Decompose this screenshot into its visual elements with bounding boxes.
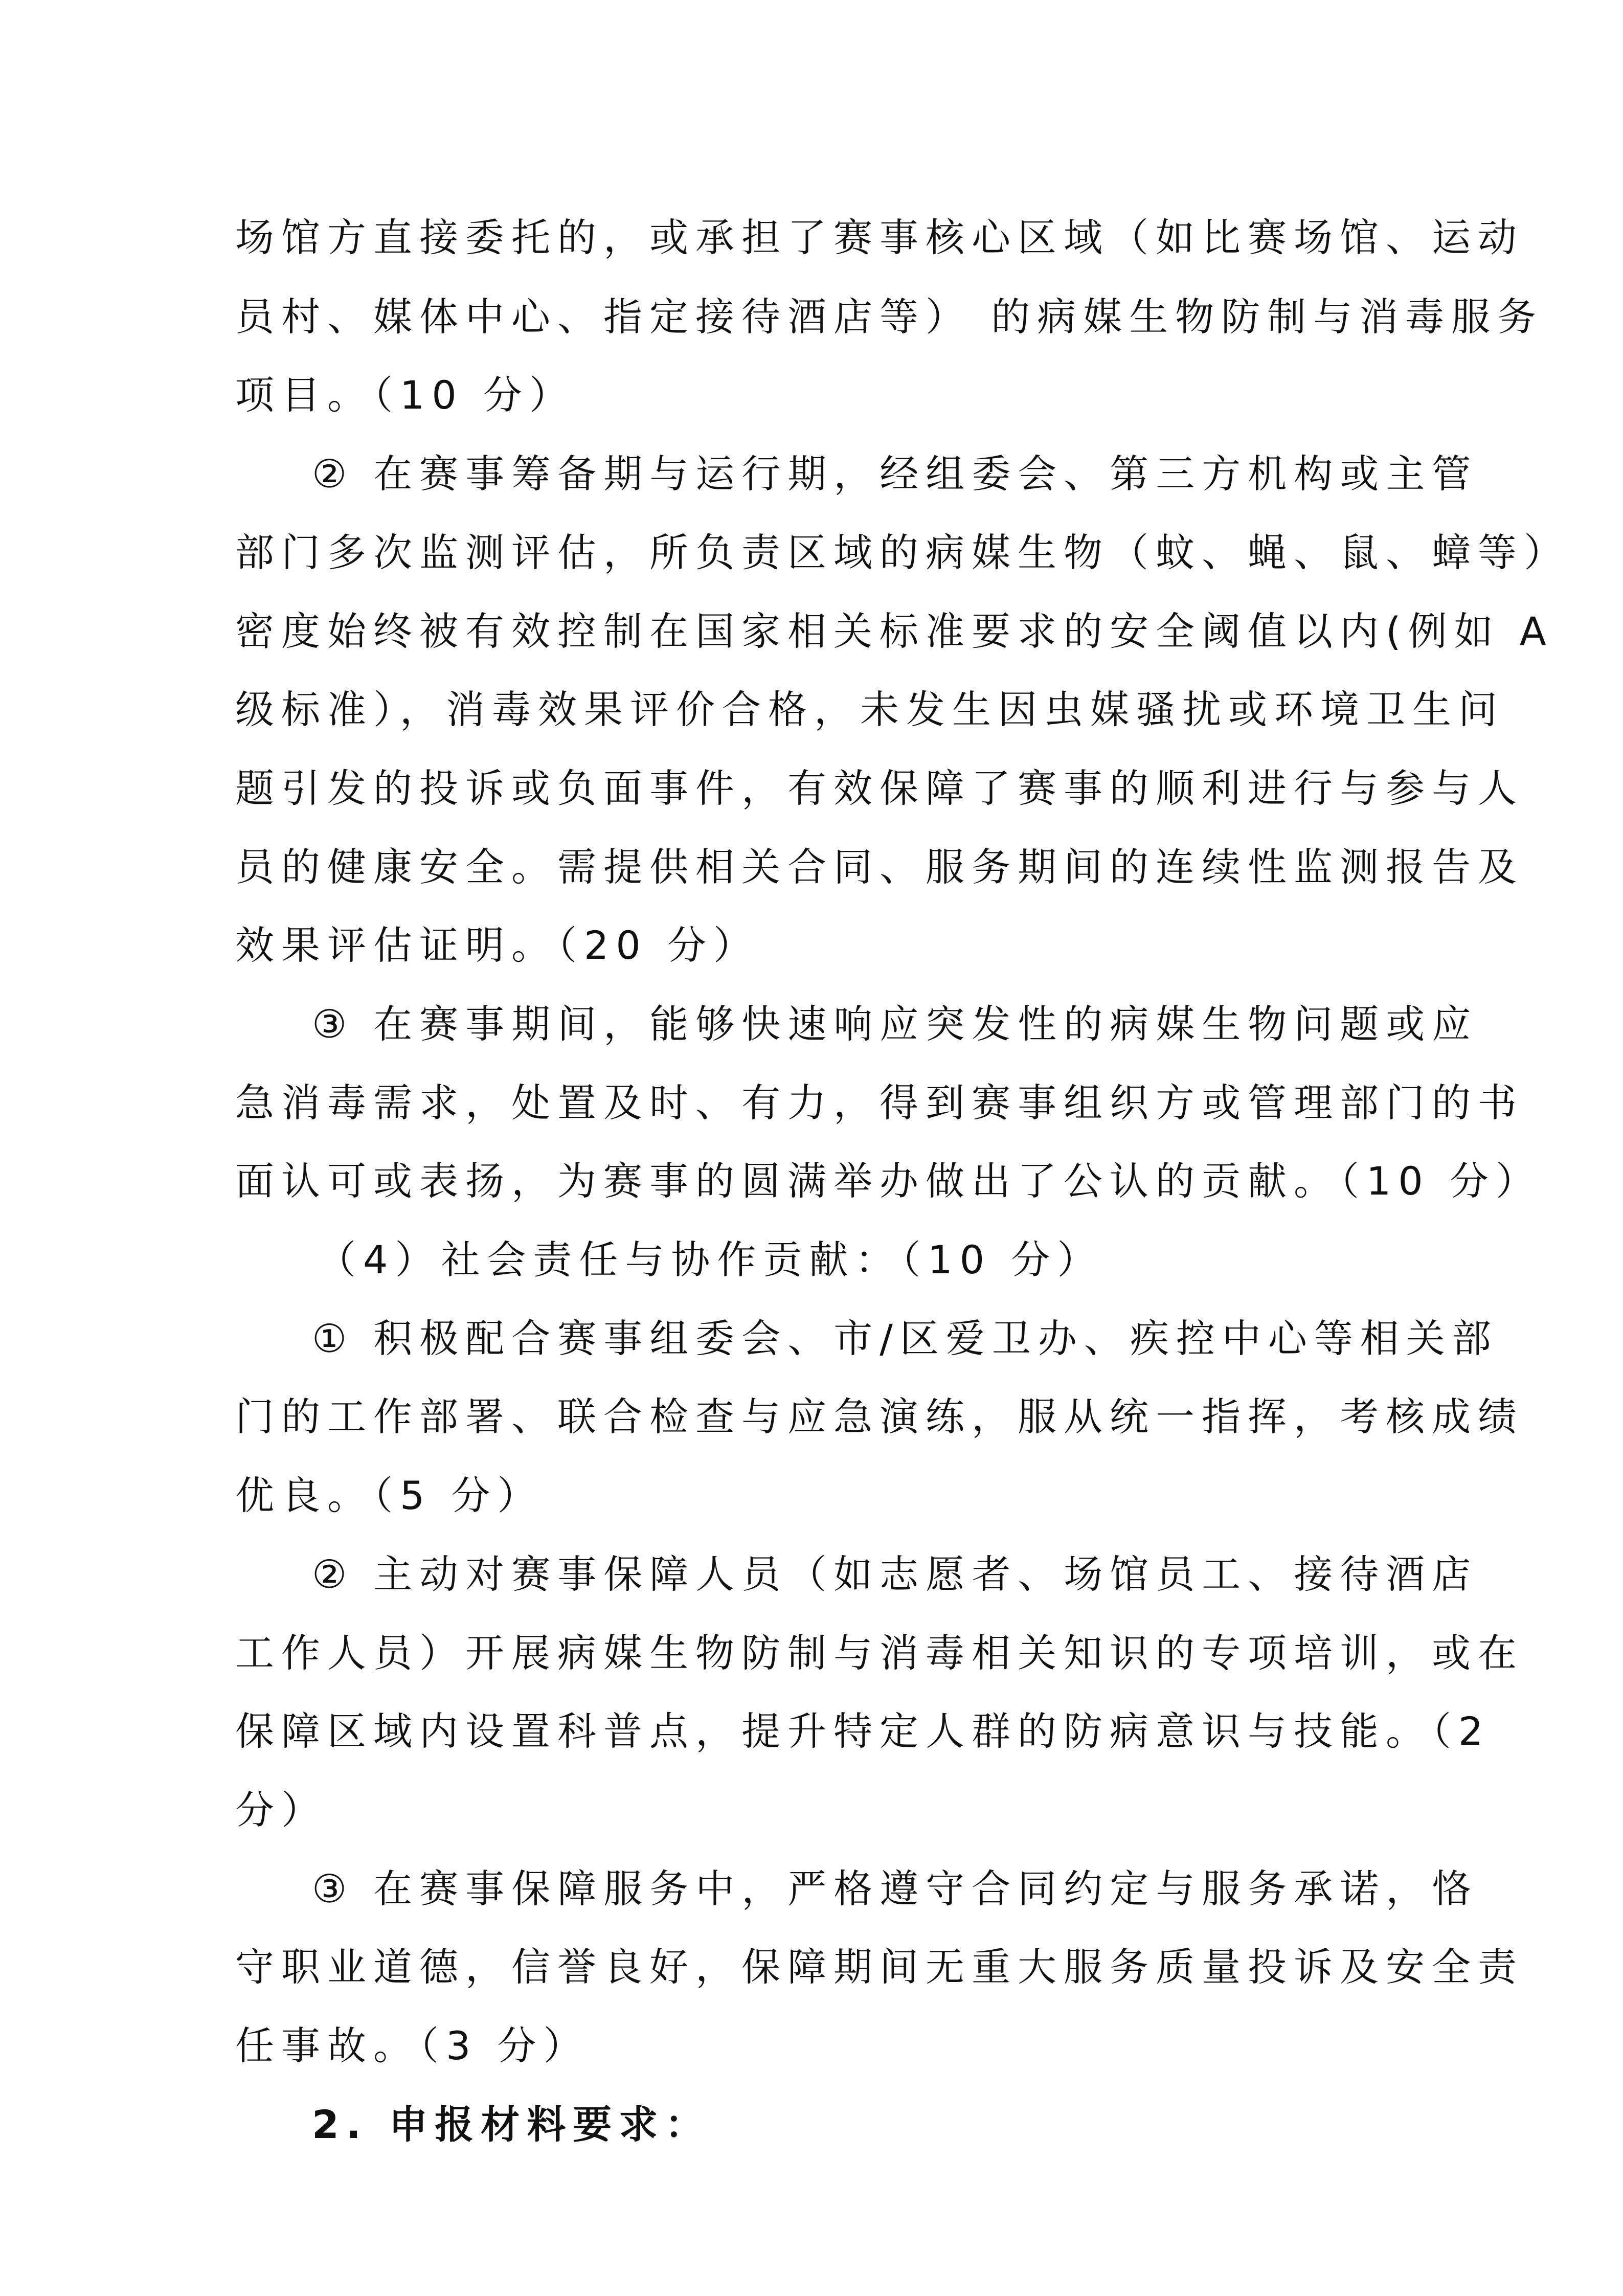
section-4-item-3-line-3: 任事故。（3 分） — [235, 2023, 590, 2068]
paragraph-line-2: 员村、媒体中心、指定接待酒店等） 的病媒生物防制与消毒服务 — [235, 294, 1544, 340]
section-4-item-2-line-2: 工作人员）开展病媒生物防制与消毒相关知识的专项培训，或在 — [235, 1630, 1524, 1676]
section-4-item-1-line-3: 优良。（5 分） — [235, 1473, 544, 1518]
item-3-line-2: 急消毒需求，处置及时、有力，得到赛事组织方或管理部门的书 — [235, 1080, 1524, 1126]
section-4-item-1-line-1: ① 积极配合赛事组委会、市/区爱卫办、疾控中心等相关部 — [312, 1316, 1498, 1361]
section-4-item-3-line-1: ③ 在赛事保障服务中，严格遵守合同约定与服务承诺，恪 — [312, 1866, 1478, 1911]
section-4-item-2-line-3: 保障区域内设置科普点，提升特定人群的防病意识与技能。（2 — [235, 1708, 1491, 1754]
item-3-line-3: 面认可或表扬，为赛事的圆满举办做出了公认的贡献。（10 分） — [235, 1158, 1542, 1204]
item-3-line-1: ③ 在赛事期间，能够快速响应突发性的病媒生物问题或应 — [312, 1001, 1478, 1047]
item-2-line-6: 员的健康安全。需提供相关合同、服务期间的连续性监测报告及 — [235, 844, 1524, 890]
item-2-line-2: 部门多次监测评估，所负责区域的病媒生物（蚊、蝇、鼠、蟑等） — [235, 530, 1570, 575]
section-4-item-3-line-2: 守职业道德，信誉良好，保障期间无重大服务质量投诉及安全责 — [235, 1944, 1524, 1990]
item-2-line-1: ② 在赛事筹备期与运行期，经组委会、第三方机构或主管 — [312, 451, 1478, 497]
item-2-line-3: 密度始终被有效控制在国家相关标准要求的安全阈值以内(例如 A — [235, 609, 1553, 654]
paragraph-line-3: 项目。（10 分） — [235, 372, 575, 418]
section-4-item-2-line-4: 分） — [235, 1787, 327, 1833]
item-2-line-4: 级标准），消毒效果评价合格，未发生因虫媒骚扰或环境卫生问 — [235, 687, 1504, 732]
section-4-item-2-line-1: ② 主动对赛事保障人员（如志愿者、场馆员工、接待酒店 — [312, 1551, 1478, 1597]
item-2-line-7: 效果评估证明。（20 分） — [235, 922, 759, 968]
item-2-line-5: 题引发的投诉或负面事件，有效保障了赛事的顺利进行与参与人 — [235, 766, 1524, 811]
section-4-heading: （4）社会责任与协作贡献：（10 分） — [317, 1237, 1103, 1282]
paragraph-line-1: 场馆方直接委托的，或承担了赛事核心区域（如比赛场馆、运动 — [235, 215, 1524, 260]
subheading-application-materials: 2. 申报材料要求： — [312, 2102, 711, 2147]
section-4-item-1-line-2: 门的工作部署、联合检查与应急演练，服从统一指挥，考核成绩 — [235, 1394, 1524, 1439]
